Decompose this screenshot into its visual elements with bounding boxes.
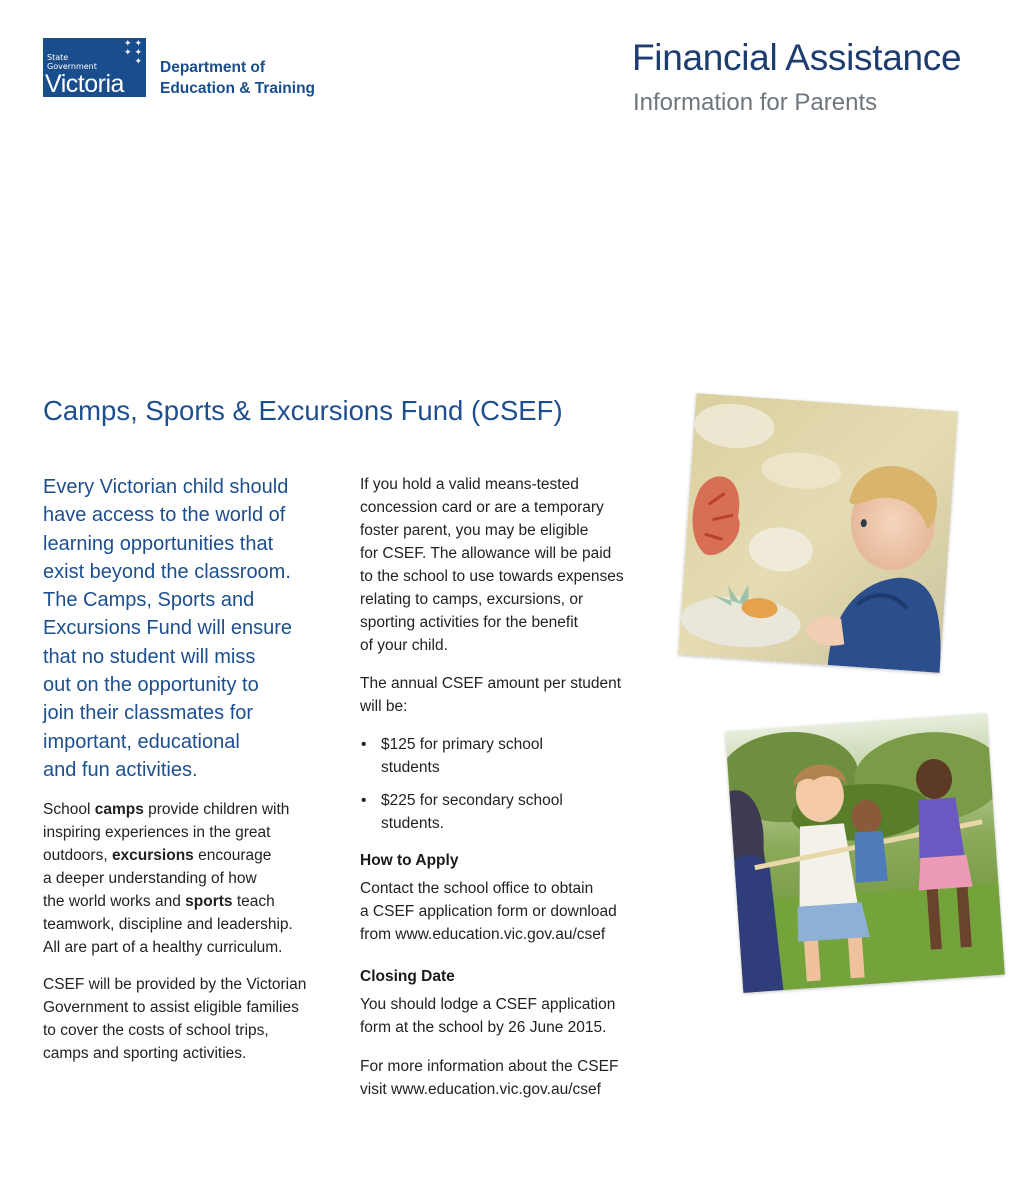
activities-paragraph (43, 798, 293, 959)
eligibility-paragraph (360, 473, 624, 657)
bold-sports: sports (185, 893, 233, 910)
paragraph-line: a CSEF application form or download (360, 903, 617, 920)
bold-camps: camps (94, 801, 144, 818)
page-title: Financial Assistance (632, 37, 962, 78)
paragraph-line: sporting activities for the benefit (360, 614, 578, 631)
intro-line: out on the opportunity to (43, 674, 259, 697)
paragraph-line: relating to camps, excursions, or (360, 591, 584, 608)
paragraph-line: If you hold a valid means-tested (360, 476, 579, 493)
intro-line: exist beyond the classroom. (43, 560, 291, 583)
list-item-line: $225 for secondary school (381, 792, 563, 809)
photo-illustration (725, 713, 1005, 993)
paragraph-line: Contact the school office to obtain (360, 880, 594, 897)
page-subtitle: Information for Parents (633, 89, 878, 116)
paragraph-line: for CSEF. The allowance will be paid (360, 545, 612, 562)
victoria-government-logo (43, 38, 146, 97)
paragraph-line: form at the school by 26 June 2015. (360, 1019, 607, 1036)
logo-state-text: State (47, 53, 69, 62)
department-name-line1: Department of (160, 59, 266, 76)
paragraph-line: The annual CSEF amount per student (360, 675, 622, 692)
photo-children-tug-of-war (725, 713, 1005, 993)
paragraph-line: All are part of a healthy curriculum. (43, 939, 283, 956)
paragraph-line: inspiring experiences in the great (43, 824, 271, 841)
list-item (360, 733, 563, 779)
closing-date-paragraph (360, 993, 615, 1039)
intro-paragraph (43, 473, 343, 784)
paragraph-line: will be: (360, 698, 408, 715)
photo-illustration (678, 393, 958, 673)
paragraph-line: concession card or are a temporary (360, 499, 604, 516)
paragraph-line: teamwork, discipline and leadership. (43, 916, 293, 933)
logo-government-text: Government (47, 62, 97, 71)
paragraph-line: a deeper understanding of how (43, 870, 257, 887)
list-item-line: students (381, 759, 440, 776)
paragraph-line: foster parent, you may be eligible (360, 522, 589, 539)
list-item (360, 789, 563, 835)
list-item-line: $125 for primary school (381, 736, 543, 753)
more-info-paragraph (360, 1055, 618, 1101)
bullet-icon: • (361, 792, 367, 809)
southern-cross-stars-icon: ✦ ✦ ✦ ✦ ✦ (124, 39, 142, 67)
text-run: School (43, 801, 95, 818)
paragraph-line (43, 844, 293, 867)
how-to-apply-heading: How to Apply (360, 852, 459, 869)
logo-victoria-text: Victoria (45, 70, 124, 97)
department-name-line2: Education & Training (160, 80, 316, 97)
text-run: the world works and (43, 893, 186, 910)
intro-line: learning opportunities that (43, 532, 274, 555)
text-run: outdoors, (43, 847, 112, 864)
intro-line: important, educational (43, 730, 240, 753)
photo-boy-at-coral-display (678, 393, 958, 673)
text-run: provide children with (143, 801, 290, 818)
paragraph-line: You should lodge a CSEF application (360, 996, 616, 1013)
list-item-line: students. (381, 815, 444, 832)
paragraph-line: camps and sporting activities. (43, 1045, 247, 1062)
paragraph-line: CSEF will be provided by the Victorian (43, 976, 307, 993)
closing-date-heading: Closing Date (360, 968, 455, 985)
intro-line: have access to the world of (43, 504, 286, 527)
paragraph-line (43, 890, 293, 913)
paragraph-line (43, 798, 293, 821)
paragraph-line: For more information about the CSEF (360, 1058, 619, 1075)
paragraph-line: of your child. (360, 637, 448, 654)
amount-paragraph (360, 672, 621, 718)
bold-excursions: excursions (111, 847, 194, 864)
intro-line: that no student will miss (43, 645, 256, 668)
how-to-apply-paragraph (360, 877, 617, 946)
paragraph-line: to the school to use towards expenses (360, 568, 624, 585)
funding-paragraph (43, 973, 306, 1065)
intro-line: Every Victorian child should (43, 476, 289, 498)
text-run: encourage (193, 847, 272, 864)
intro-line: The Camps, Sports and (43, 589, 255, 612)
bullet-icon: • (361, 736, 367, 753)
paragraph-line: visit www.education.vic.gov.au/csef (360, 1081, 601, 1098)
paragraph-line: to cover the costs of school trips, (43, 1022, 269, 1039)
paragraph-line: from www.education.vic.gov.au/csef (360, 926, 606, 943)
amount-list (360, 733, 563, 845)
paragraph-line: Government to assist eligible families (43, 999, 299, 1016)
intro-line: Excursions Fund will ensure (43, 617, 292, 640)
intro-line: join their classmates for (43, 702, 254, 725)
text-run: teach (232, 893, 275, 910)
intro-line: and fun activities. (43, 758, 198, 781)
section-heading: Camps, Sports & Excursions Fund (CSEF) (43, 395, 563, 426)
